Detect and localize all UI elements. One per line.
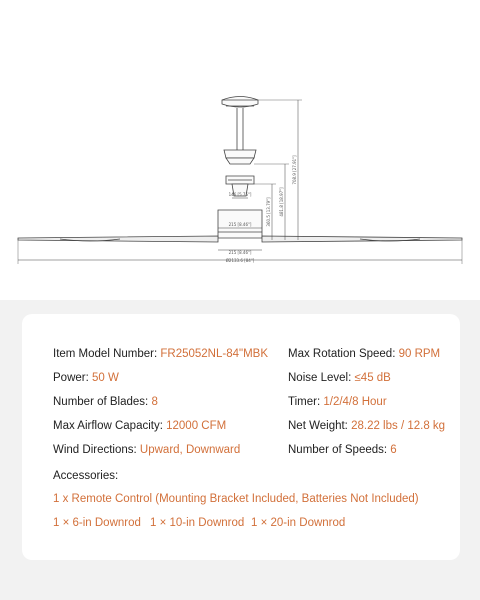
spec-airflow: [53, 420, 226, 432]
spec-net-weight: [288, 420, 445, 432]
spec-value: 8: [151, 396, 158, 408]
spec-value: 6: [390, 444, 397, 456]
spec-value: 28.22 lbs / 12.8 kg: [351, 420, 446, 432]
spec-label: Number of Blades:: [53, 396, 152, 408]
spec-power: [53, 372, 119, 384]
dim-v1-label: 360.5 [13.79"]: [266, 197, 271, 227]
spec-blades: [53, 396, 158, 408]
dim-d2-label: 215 [8.46"]: [228, 222, 252, 227]
spec-label: Item Model Number:: [53, 348, 161, 360]
motor-upper: [224, 150, 256, 158]
spec-value: ≤45 dB: [354, 372, 391, 384]
spec-value: 90 RPM: [398, 348, 441, 360]
spec-wind-directions: [53, 444, 240, 456]
accessory-6in-downrod: 1 × 6-in Downrod: [53, 517, 141, 529]
accessory-20in-downrod: 1 × 20-in Downrod: [251, 517, 346, 529]
accessory-remote: 1 x Remote Control (Mounting Bracket Included, Batteries Not Included): [53, 493, 419, 505]
spec-label: Max Airflow Capacity:: [53, 420, 167, 432]
spec-value: 1/2/4/8 Hour: [323, 396, 387, 408]
accessory-10in-downrod: 1 × 10-in Downrod: [150, 517, 245, 529]
spec-item-model: [53, 348, 268, 360]
spec-label: Power:: [53, 372, 92, 384]
dim-d4-label: Ø2133.6 [84"]: [225, 258, 255, 263]
spec-timer: [288, 396, 387, 408]
specifications-card: [22, 314, 460, 560]
spec-value: 12000 CFM: [166, 420, 227, 432]
spec-label: Timer:: [288, 396, 324, 408]
spec-label: Noise Level:: [288, 372, 355, 384]
dim-d1-label: 146 [5.75"]: [228, 192, 252, 197]
accessories-label: Accessories:: [53, 470, 119, 482]
spec-label: Number of Speeds:: [288, 444, 391, 456]
canopy-shape: [222, 97, 258, 108]
dim-d3-label: 215 [8.46"]: [228, 250, 252, 255]
spec-rotation-speed: [288, 348, 440, 360]
dim-v3-label: 708.9 [27.91"]: [292, 155, 297, 185]
spec-noise-level: [288, 372, 391, 384]
spec-label: Wind Directions:: [53, 444, 140, 456]
spec-label: Max Rotation Speed:: [288, 348, 399, 360]
spec-speeds: [288, 444, 397, 456]
spec-label: Net Weight:: [288, 420, 352, 432]
spec-value: 50 W: [92, 372, 119, 384]
spec-value: FR25052NL-84"MBK: [160, 348, 269, 360]
spec-value: Upward, Downward: [139, 444, 241, 456]
dim-v2-label: 481.8 [18.97"]: [279, 187, 284, 217]
